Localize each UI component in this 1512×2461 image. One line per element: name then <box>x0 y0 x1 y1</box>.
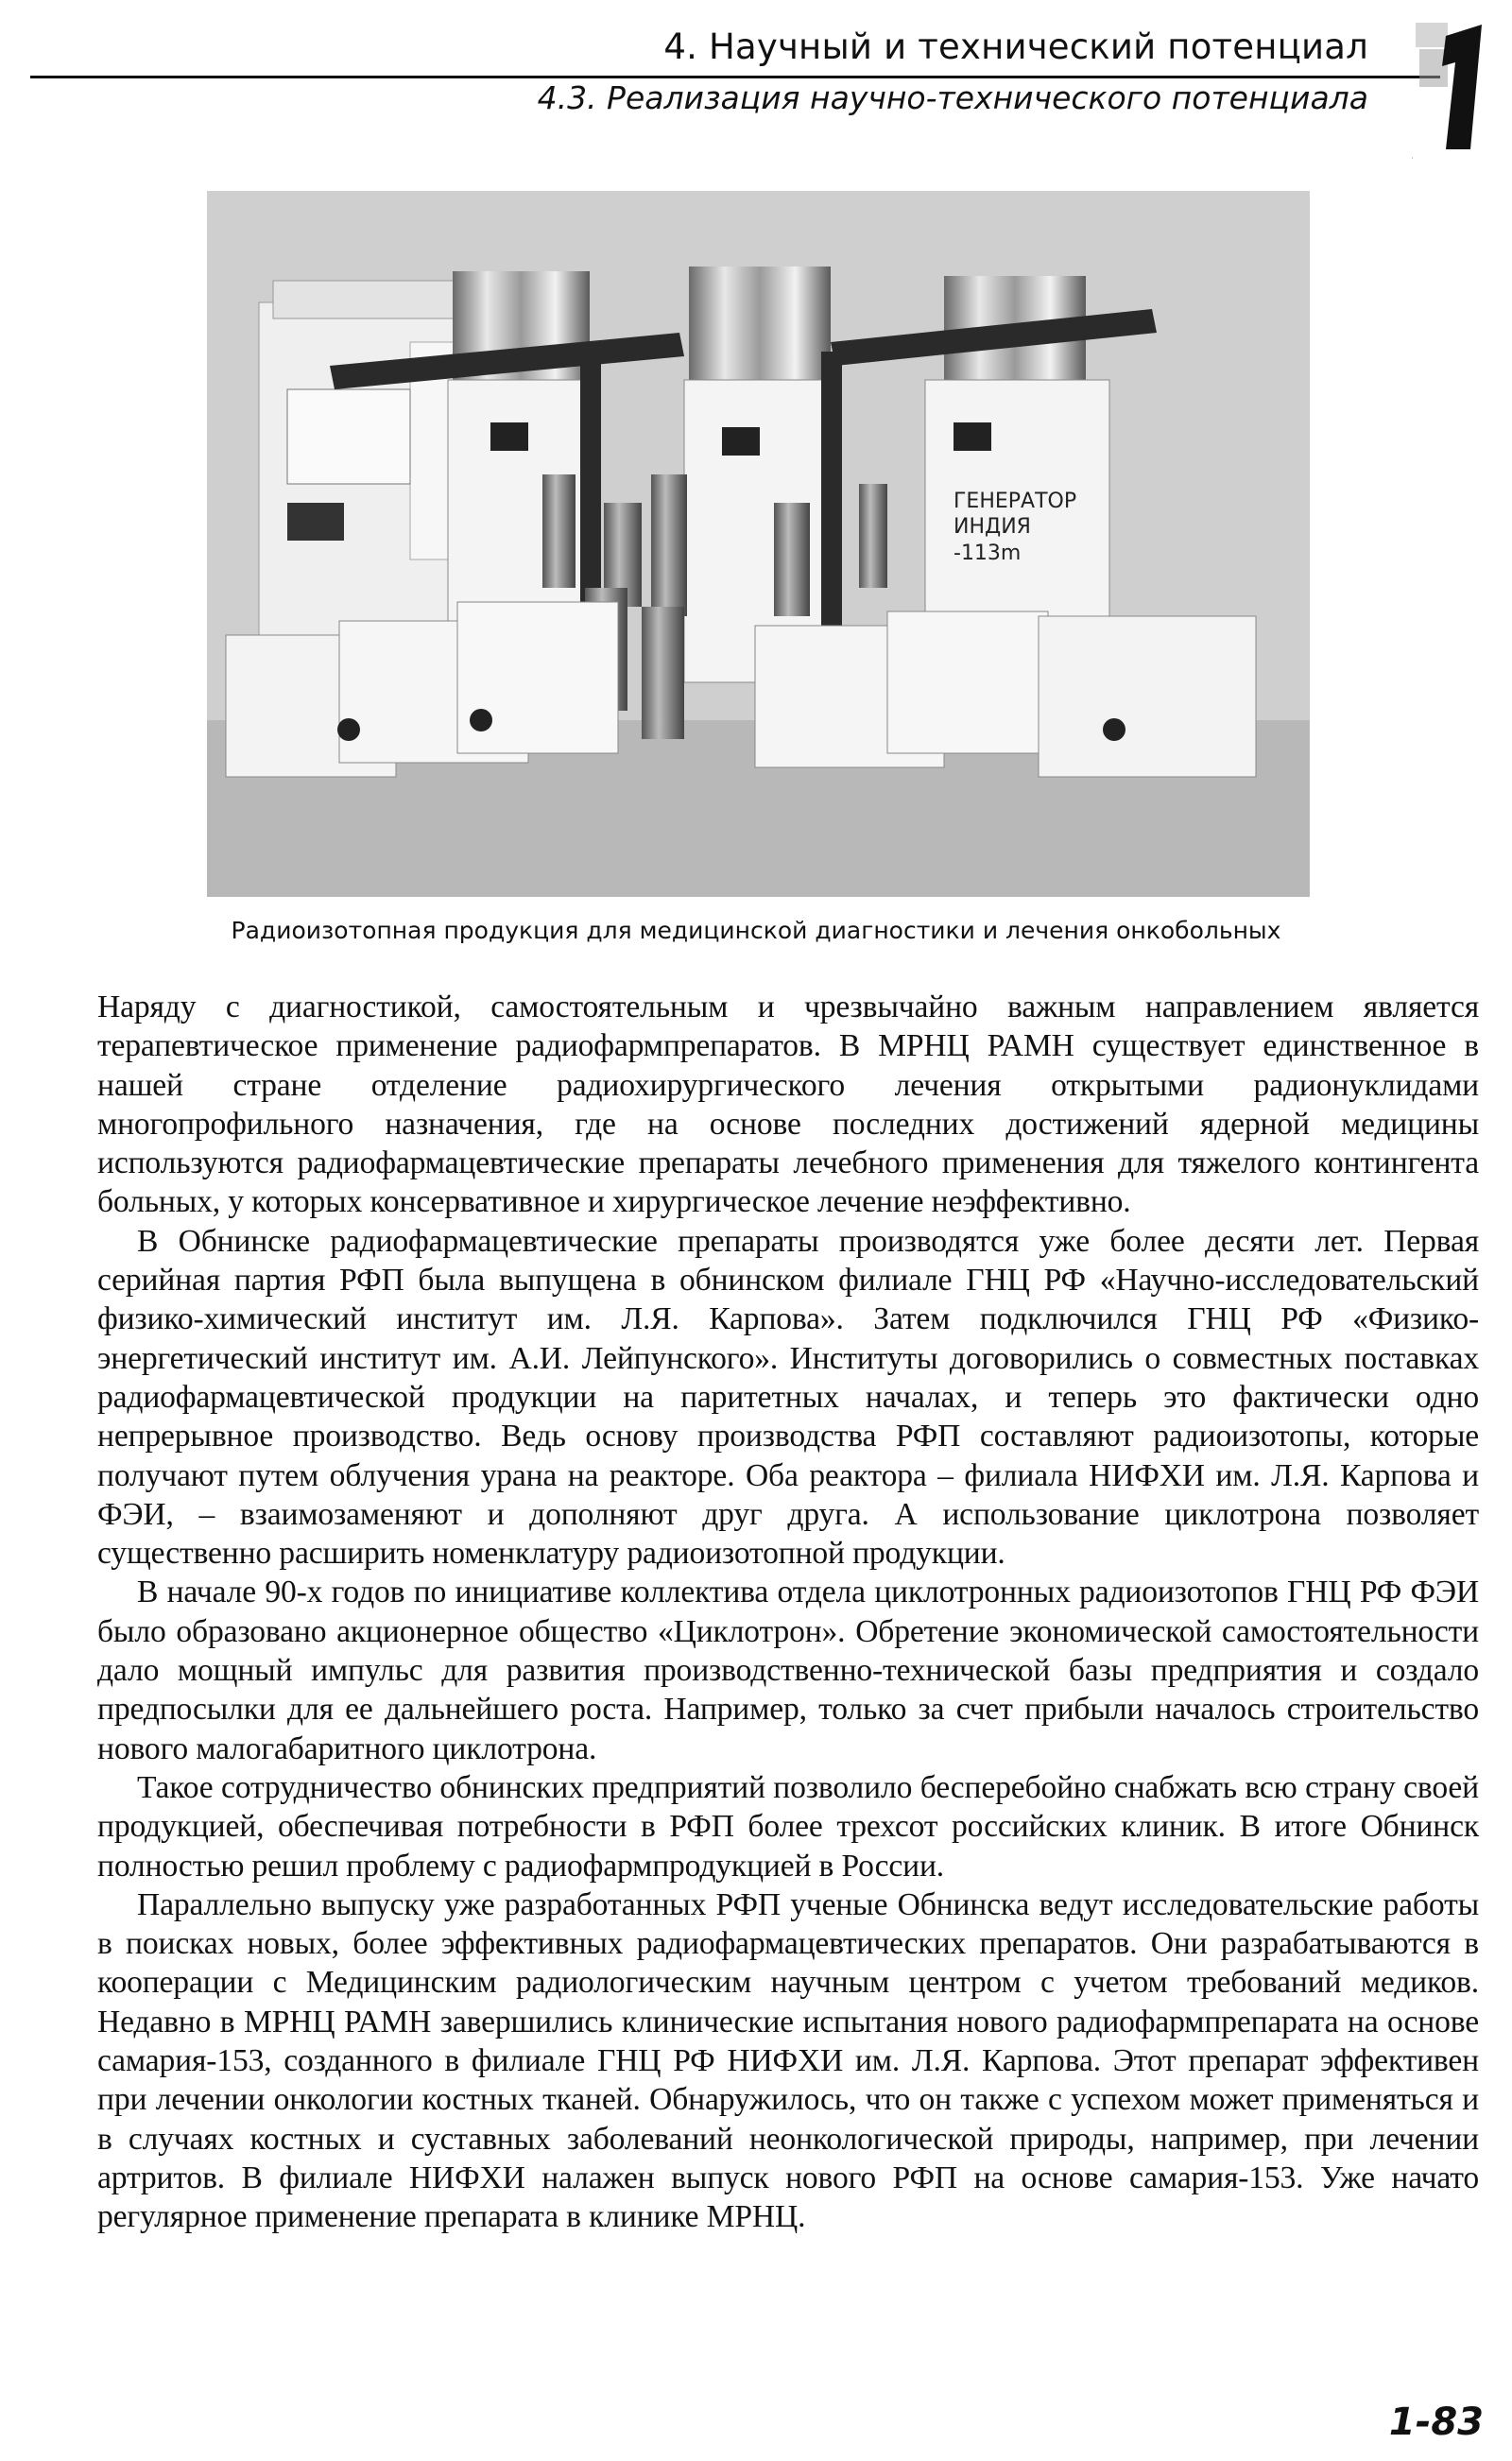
paragraph-5: Параллельно выпуску уже разработанных РФП ученые Обнинска ведут исследовательские работы в поисках новых, более эффективных радиофармацевтических препаратов. Они разрабатываются в кооперации с Медицинским радиологическим научным центром с учетом требований медиков. Недавно в МРНЦ РАМН завершились клинические испытания нового радиофармпрепарата на основе самария-153, созданного в филиале ГНЦ РФ НИФХИ им. Л.Я. Карпова. Этот препарат эффективен при лечении онкологии костных тканей. Обнаружилось, что он также с успехом может применяться и в случаях костных и суставных заболеваний неонкологической природы, например, при лечении артритов. В филиале НИФХИ налажен выпуск нового РФП на основе самария-153. Уже начато регулярное применение препарата в клинике МРНЦ. <box>97 1886 1479 2235</box>
page-number: 1-83 <box>1388 2401 1484 2444</box>
figure-caption: Радиоизотопная продукция для медицинской диагностики и лечения онкобольных <box>231 917 1281 944</box>
article-body <box>97 988 1479 2237</box>
paragraph-1: Наряду с диагностикой, самостоятельным и чрезвычайно важным направлением является терапевтическое применение радиофармпрепаратов. В МРНЦ РАМН существует единственное в нашей стране отделение радиохирургического лечения открытыми радионуклидами многопрофильного назначения, где на основе последних достижений ядерной медицины используются радиофармацевтические препараты лечебного применения для тяжелого контингента больных, у которых консервативное и хирургическое лечение неэффективно. <box>97 990 1479 1220</box>
pot-label-line-2: ИНДИЯ <box>954 515 1031 539</box>
radioisotope-products-illustration <box>207 191 1310 897</box>
paragraph-4: Такое сотрудничество обнинских предприятий позволило бесперебойно снабжать всю страну своей продукцией, обеспечивая потребности в РФП более трехсот российских клиник. В итоге Обнинск полностью решил проблему с радиофармпродукцией в России. <box>97 1769 1479 1884</box>
header-rule <box>30 76 1440 78</box>
paragraph-2: В Обнинске радиофармацевтические препараты производятся уже более десяти лет. Первая серийная партия РФП была выпущена в обнинском филиале ГНЦ РФ «Научно-исследовательский физико-химический институт им. Л.Я. Карпова». Затем подключился ГНЦ РФ «Физико-энергетический институт им. А.И. Лейпунского». Институты договорились о совместных поставках радиофармацевтической продукции на паритетных началах, и теперь это фактически одно непрерывное производство. Ведь основу производства РФП составляют радиоизотопы, которые получают путем облучения урана на реакторе. Оба реактора – филиала НИФХИ им. Л.Я. Карпова и ФЭИ, – взаимозаменяют и дополняют друг друга. А использование циклотрона позволяет существенно расширить номенклатуру радиоизотопной продукции. <box>97 1223 1479 1572</box>
product-photo <box>207 191 1310 897</box>
paragraph-3: В начале 90-х годов по инициативе коллектива отдела циклотронных радиоизотопов ГНЦ РФ ФЭИ было образовано акционерное общество «Циклотрон». Обретение экономической самостоятельности дало мощный импульс для развития производственно-технической базы предприятия и создало предпосылки для ее дальнейшего роста. Например, только за счет прибыли началось строительство нового малогабаритного циклотрона. <box>97 1575 1479 1766</box>
pot-label-line-1: ГЕНЕРАТОР <box>954 490 1077 513</box>
running-header-section: 4.3. Реализация научно-технического потенциала <box>537 79 1368 116</box>
running-header-chapter: 4. Научный и технический потенциал <box>663 26 1368 67</box>
chapter-mark-digit: 1 <box>1412 158 1414 160</box>
chapter-number-mark <box>1408 17 1503 168</box>
pot-label-line-3: -113m <box>954 542 1022 565</box>
generator-pot-2 <box>684 267 840 682</box>
